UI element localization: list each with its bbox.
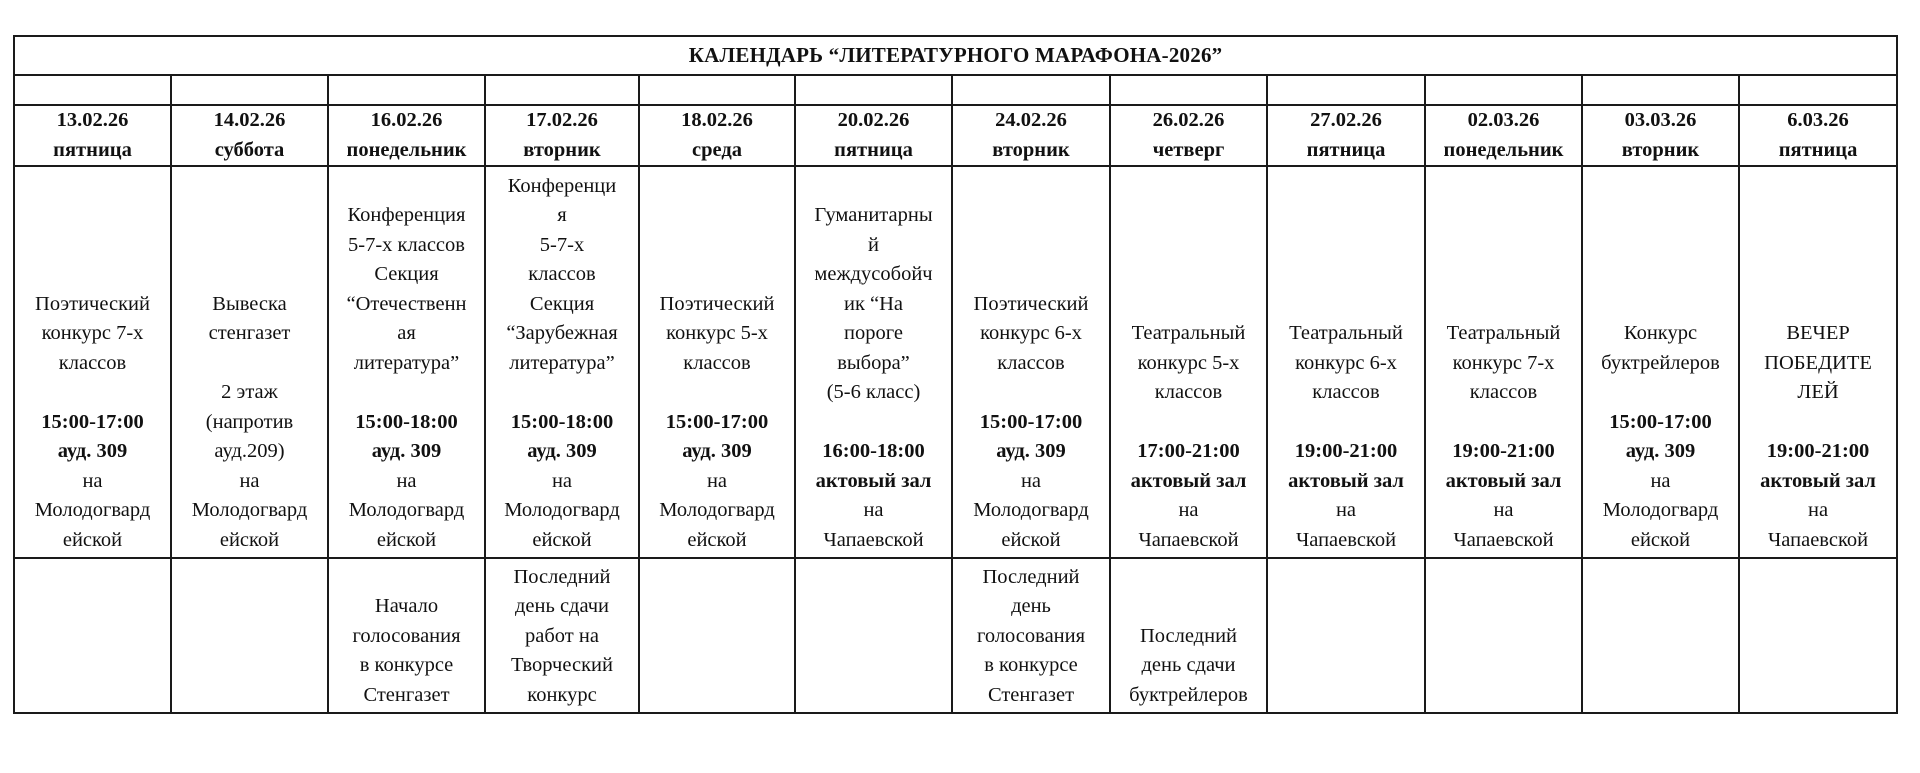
cell-text-line: актовый зал — [815, 469, 932, 492]
cell-text-line: буктрейлеров — [1129, 683, 1248, 706]
note-cell — [14, 558, 171, 713]
note-cell — [328, 558, 485, 713]
weekday-label: понедельник — [1443, 138, 1564, 161]
note-cell — [1425, 558, 1582, 713]
cell-text-line: 17:00-21:00 — [1137, 440, 1240, 462]
cell-text-line: Молодогвард — [348, 499, 465, 521]
blank-cell — [328, 75, 485, 105]
cell-text-line: день сдачи — [514, 595, 610, 617]
cell-text-line: конкурс 6-х — [1295, 351, 1397, 374]
cell-text-line: Молодогвард — [659, 499, 775, 521]
cell-text-line: 15:00-17:00 — [41, 410, 144, 433]
cell-text-line: Последний — [982, 565, 1080, 588]
event-cell — [795, 166, 952, 558]
cell-text-line: Начало — [374, 595, 439, 617]
date-row — [14, 105, 1897, 166]
blank-cell — [14, 75, 171, 105]
blank-cell — [952, 75, 1110, 105]
cell-text-line: Молодогвард — [504, 499, 620, 521]
date-cell — [1425, 105, 1582, 166]
cell-text-line: междусобойч — [814, 263, 933, 285]
cell-text-line: классов — [997, 351, 1065, 374]
cell-text-line: классов — [58, 351, 127, 374]
date-cell — [1739, 105, 1897, 166]
blank-cell — [1582, 75, 1739, 105]
blank-cell — [639, 75, 795, 105]
note-cell — [1739, 558, 1897, 713]
cell-text-line: Театральный — [1289, 322, 1403, 344]
date-label: 14.02.26 — [213, 109, 286, 131]
cell-text-line: классов — [528, 263, 596, 285]
cell-text-line: на — [1650, 469, 1671, 492]
event-cell — [1110, 166, 1267, 558]
cell-text-line: ауд. 309 — [57, 440, 128, 462]
date-cell — [1582, 105, 1739, 166]
weekday-label: вторник — [523, 138, 601, 161]
blank-cell — [1267, 75, 1425, 105]
cell-text-line: голосования — [976, 624, 1086, 647]
cell-text-line: актовый зал — [1445, 469, 1562, 492]
cell-text-line: Стенгазет — [363, 683, 450, 706]
event-cell — [14, 166, 171, 558]
cell-text-line: на — [1808, 499, 1829, 521]
note-cell — [485, 558, 639, 713]
cell-text-line: й — [868, 233, 879, 256]
cell-text-line: на — [82, 469, 103, 492]
date-cell — [171, 105, 328, 166]
cell-text-line: “Отечественн — [346, 292, 467, 315]
cell-text-line: Поэтический — [973, 292, 1089, 315]
cell-text-line: классов — [683, 351, 751, 374]
note-cell — [1582, 558, 1739, 713]
cell-text-line: ауд. 309 — [1625, 440, 1696, 462]
cell-text-line: Чапаевской — [1295, 528, 1397, 551]
cell-text-line: ейской — [219, 528, 280, 551]
cell-text-line: конкурс 5-х — [666, 322, 768, 344]
cell-text-line: ауд. 309 — [682, 440, 752, 462]
cell-text-line: на — [706, 469, 728, 492]
blank-cell — [1739, 75, 1897, 105]
marathon-calendar-table — [13, 35, 1898, 714]
spacer — [16, 378, 169, 408]
cell-text-line: в конкурсе — [984, 654, 1078, 676]
cell-text-line: Молодогвард — [34, 499, 151, 521]
cell-text-line: 2 этаж — [221, 381, 278, 403]
note-cell — [1110, 558, 1267, 713]
weekday-label: суббота — [214, 138, 285, 161]
date-label: 13.02.26 — [56, 109, 129, 131]
cell-text-line: классов — [1469, 381, 1538, 403]
cell-text-line: конкурс — [527, 683, 597, 706]
weekday-label: четверг — [1152, 138, 1225, 161]
cell-text-line: Молодогвард — [1602, 499, 1719, 521]
cell-text-line: ая — [397, 322, 416, 344]
cell-text-line: Чапаевской — [1453, 528, 1554, 551]
title-row — [14, 36, 1897, 75]
cell-text-line: стенгазет — [208, 322, 291, 344]
cell-text-line: голосования — [352, 624, 461, 647]
cell-text-line: работ на — [525, 624, 599, 647]
cell-text-line: на — [1178, 499, 1199, 521]
cell-text-line: Театральный — [1131, 322, 1246, 344]
blank-cell — [171, 75, 328, 105]
cell-text-line: классов — [1312, 381, 1380, 403]
spacer — [487, 378, 637, 408]
event-cell — [1582, 166, 1739, 558]
cell-text-line: на — [551, 469, 573, 492]
cell-text-line: Молодогвард — [973, 499, 1089, 521]
spacer — [641, 378, 793, 408]
cell-text-line: выбора” — [837, 351, 910, 374]
cell-text-line: день — [1011, 595, 1051, 617]
event-cell — [328, 166, 485, 558]
event-cell — [952, 166, 1110, 558]
weekday-label: понедельник — [346, 138, 467, 161]
date-cell — [328, 105, 485, 166]
cell-text-line: Последний — [1139, 624, 1238, 647]
cell-text-line: Гуманитарны — [814, 204, 933, 226]
cell-text-line: на — [1493, 499, 1514, 521]
date-cell — [795, 105, 952, 166]
cell-text-line: Секция — [529, 292, 595, 315]
cell-text-line: актовый зал — [1130, 469, 1247, 492]
cell-text-line: ЛЕЙ — [1797, 381, 1839, 403]
event-cell — [1267, 166, 1425, 558]
date-cell — [639, 105, 795, 166]
weekday-label: пятница — [1778, 138, 1858, 161]
cell-text-line: “Зарубежная — [506, 322, 618, 344]
cell-text-line: в конкурсе — [359, 654, 454, 676]
cell-text-line: 15:00-18:00 — [355, 410, 458, 433]
cell-text-line: ик “На — [843, 292, 904, 315]
note-cell — [795, 558, 952, 713]
spacer — [797, 408, 950, 438]
weekday-label: вторник — [992, 138, 1070, 161]
cell-text-line: 15:00-17:00 — [1609, 410, 1712, 433]
cell-text-line: ауд. 309 — [996, 440, 1066, 462]
cell-text-line: Поэтический — [659, 292, 775, 315]
date-label: 6.03.26 — [1787, 109, 1849, 131]
note-cell — [952, 558, 1110, 713]
cell-text-line: Чапаевской — [1138, 528, 1239, 551]
cell-text-line: конкурс 6-х — [980, 322, 1082, 344]
date-label: 18.02.26 — [681, 109, 753, 131]
blank-cell — [795, 75, 952, 105]
cell-text-line: литература” — [509, 351, 615, 374]
event-row — [14, 166, 1897, 558]
cell-text-line: на — [396, 469, 417, 492]
weekday-label: пятница — [1306, 138, 1386, 161]
cell-text-line: на — [239, 469, 260, 492]
cell-text-line: Чапаевской — [823, 528, 924, 551]
date-label: 24.02.26 — [995, 109, 1067, 131]
date-label: 03.03.26 — [1624, 109, 1697, 131]
cell-text-line: Творческий — [511, 654, 613, 676]
cell-text-line: ейской — [1001, 528, 1061, 551]
weekday-label: пятница — [834, 138, 913, 161]
cell-text-line: на — [863, 499, 884, 521]
spacer — [1741, 408, 1895, 438]
cell-text-line: 19:00-21:00 — [1766, 440, 1870, 462]
blank-cell — [1425, 75, 1582, 105]
blank-row — [14, 75, 1897, 105]
cell-text-line: конкурс 7-х — [41, 322, 144, 344]
date-label: 20.02.26 — [837, 109, 910, 131]
date-label: 27.02.26 — [1310, 109, 1382, 131]
cell-text-line: актовый зал — [1760, 469, 1876, 492]
spacer — [1269, 408, 1423, 438]
cell-text-line: Стенгазет — [987, 683, 1075, 706]
cell-text-line: (напротив — [205, 410, 294, 433]
cell-text-line: 15:00-17:00 — [979, 410, 1083, 433]
cell-text-line: 5-7-х — [539, 233, 585, 256]
spacer — [1584, 378, 1737, 408]
weekday-label: пятница — [53, 138, 132, 161]
cell-text-line: на — [1335, 499, 1357, 521]
cell-text-line: 15:00-17:00 — [665, 410, 769, 433]
spacer — [1112, 408, 1265, 438]
cell-text-line: Чапаевской — [1767, 528, 1869, 551]
date-cell — [1267, 105, 1425, 166]
cell-text-line: Вывеска — [212, 292, 287, 315]
date-cell — [14, 105, 171, 166]
cell-text-line: день сдачи — [1141, 654, 1236, 676]
cell-text-line: ВЕЧЕР — [1786, 322, 1850, 344]
event-cell — [485, 166, 639, 558]
event-cell — [1739, 166, 1897, 558]
spacer — [1427, 408, 1580, 438]
note-row — [14, 558, 1897, 713]
date-label: 02.03.26 — [1467, 109, 1540, 131]
note-cell — [639, 558, 795, 713]
cell-text-line: 5-7-х классов — [348, 233, 465, 256]
cell-text-line: буктрейлеров — [1601, 351, 1720, 374]
weekday-label: среда — [692, 138, 742, 161]
cell-text-line: Конференция — [347, 204, 466, 226]
date-label: 16.02.26 — [370, 109, 443, 131]
cell-text-line: Секция — [374, 263, 439, 285]
cell-text-line: конкурс 5-х — [1137, 351, 1240, 374]
cell-text-line: Молодогвард — [191, 499, 308, 521]
cell-text-line: я — [557, 204, 567, 226]
cell-text-line: ейской — [376, 528, 437, 551]
cell-text-line: Конференци — [507, 174, 617, 197]
cell-text-line: актовый зал — [1288, 469, 1404, 492]
event-cell — [171, 166, 328, 558]
note-cell — [1267, 558, 1425, 713]
spacer — [173, 349, 326, 379]
cell-text-line: Конкурс — [1623, 322, 1698, 344]
calendar-title: КАЛЕНДАРЬ “ЛИТЕРАТУРНОГО МАРАФОНА-2026” — [14, 36, 1897, 75]
cell-text-line: Последний — [513, 565, 611, 588]
date-cell — [1110, 105, 1267, 166]
cell-text-line: (5-6 класс) — [826, 381, 921, 403]
event-cell — [1425, 166, 1582, 558]
cell-text-line: ауд.209) — [214, 440, 285, 462]
weekday-label: вторник — [1621, 138, 1700, 161]
spacer — [330, 378, 483, 408]
cell-text-line: 19:00-21:00 — [1452, 440, 1555, 462]
note-cell — [171, 558, 328, 713]
cell-text-line: 15:00-18:00 — [510, 410, 614, 433]
cell-text-line: ейской — [1630, 528, 1691, 551]
cell-text-line: ауд. 309 — [527, 440, 597, 462]
cell-text-line: Поэтический — [35, 292, 150, 315]
cell-text-line: классов — [1154, 381, 1223, 403]
date-label: 17.02.26 — [526, 109, 598, 131]
cell-text-line: 19:00-21:00 — [1294, 440, 1398, 462]
cell-text-line: на — [1020, 469, 1042, 492]
cell-text-line: ейской — [687, 528, 747, 551]
cell-text-line: ейской — [532, 528, 592, 551]
blank-cell — [485, 75, 639, 105]
date-label: 26.02.26 — [1152, 109, 1225, 131]
cell-text-line: ауд. 309 — [371, 440, 442, 462]
cell-text-line: Театральный — [1446, 322, 1561, 344]
cell-text-line: пороге — [844, 322, 903, 344]
cell-text-line: литература” — [353, 351, 460, 374]
blank-cell — [1110, 75, 1267, 105]
cell-text-line: ПОБЕДИТЕ — [1764, 351, 1872, 374]
date-cell — [952, 105, 1110, 166]
cell-text-line: конкурс 7-х — [1452, 351, 1555, 374]
date-cell — [485, 105, 639, 166]
spacer — [954, 378, 1108, 408]
cell-text-line: 16:00-18:00 — [822, 440, 925, 462]
event-cell — [639, 166, 795, 558]
cell-text-line: ейской — [62, 528, 123, 551]
